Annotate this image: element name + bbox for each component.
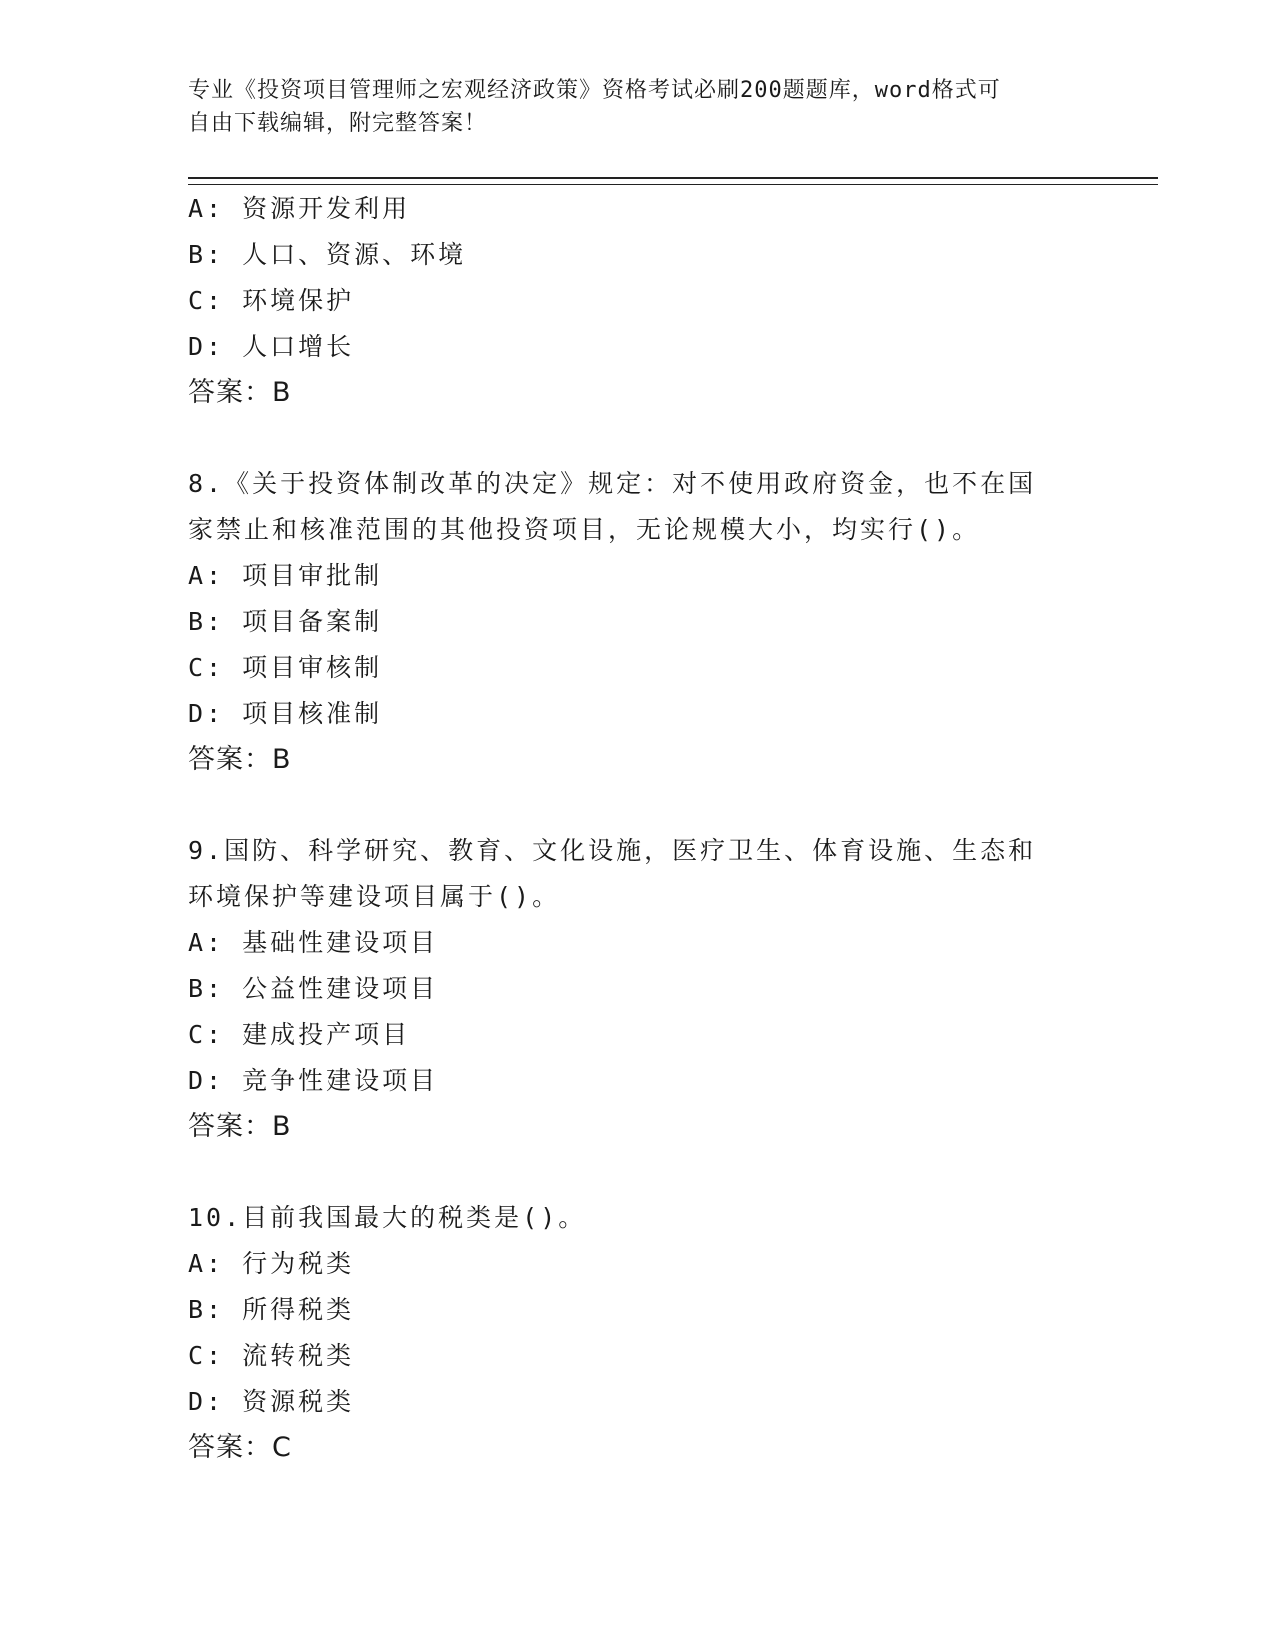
header-line-2: 自由下载编辑，附完整答案！	[188, 111, 488, 136]
q8-answer: 答案：B	[188, 744, 292, 775]
q8-option-a: A: 项目审批制	[188, 561, 383, 590]
questions-content	[188, 186, 1158, 1471]
document-page	[188, 0, 1158, 1650]
q10-stem-line-1: 10.目前我国最大的税类是()。	[188, 1203, 587, 1232]
q9-option-c: C: 建成投产项目	[188, 1020, 411, 1049]
q9-option-a: A: 基础性建设项目	[188, 928, 439, 957]
q8-option-b: B: 项目备案制	[188, 607, 383, 636]
q7-answer: 答案：B	[188, 377, 292, 408]
q7-option-a: A: 资源开发利用	[188, 194, 411, 223]
q8-option-c: C: 项目审核制	[188, 653, 383, 682]
header-line-1: 专业《投资项目管理师之宏观经济政策》资格考试必刷200题题库，word格式可	[188, 78, 1001, 103]
q9-answer: 答案：B	[188, 1111, 292, 1142]
q10-option-a: A: 行为税类	[188, 1249, 355, 1278]
header-divider	[188, 177, 1158, 185]
q9-option-b: B: 公益性建设项目	[188, 974, 439, 1003]
q10-answer: 答案：C	[188, 1432, 292, 1463]
question-10	[188, 1195, 1158, 1471]
document-header	[188, 74, 1068, 140]
question-8	[188, 461, 1158, 783]
q10-option-b: B: 所得税类	[188, 1295, 355, 1324]
question-7	[188, 186, 1158, 416]
q8-option-d: D: 项目核准制	[188, 699, 383, 728]
q9-stem-line-2: 环境保护等建设项目属于()。	[188, 882, 561, 911]
question-9	[188, 828, 1158, 1150]
q8-stem-line-2: 家禁止和核准范围的其他投资项目，无论规模大小，均实行()。	[188, 515, 981, 544]
q9-option-d: D: 竞争性建设项目	[188, 1066, 439, 1095]
q7-option-d: D: 人口增长	[188, 332, 355, 361]
q7-option-c: C: 环境保护	[188, 286, 355, 315]
q9-stem-line-1: 9.国防、科学研究、教育、文化设施，医疗卫生、体育设施、生态和	[188, 836, 1037, 865]
q8-stem-line-1: 8.《关于投资体制改革的决定》规定：对不使用政府资金，也不在国	[188, 469, 1037, 498]
q7-option-b: B: 人口、资源、环境	[188, 240, 467, 269]
q10-option-d: D: 资源税类	[188, 1387, 355, 1416]
q10-option-c: C: 流转税类	[188, 1341, 355, 1370]
